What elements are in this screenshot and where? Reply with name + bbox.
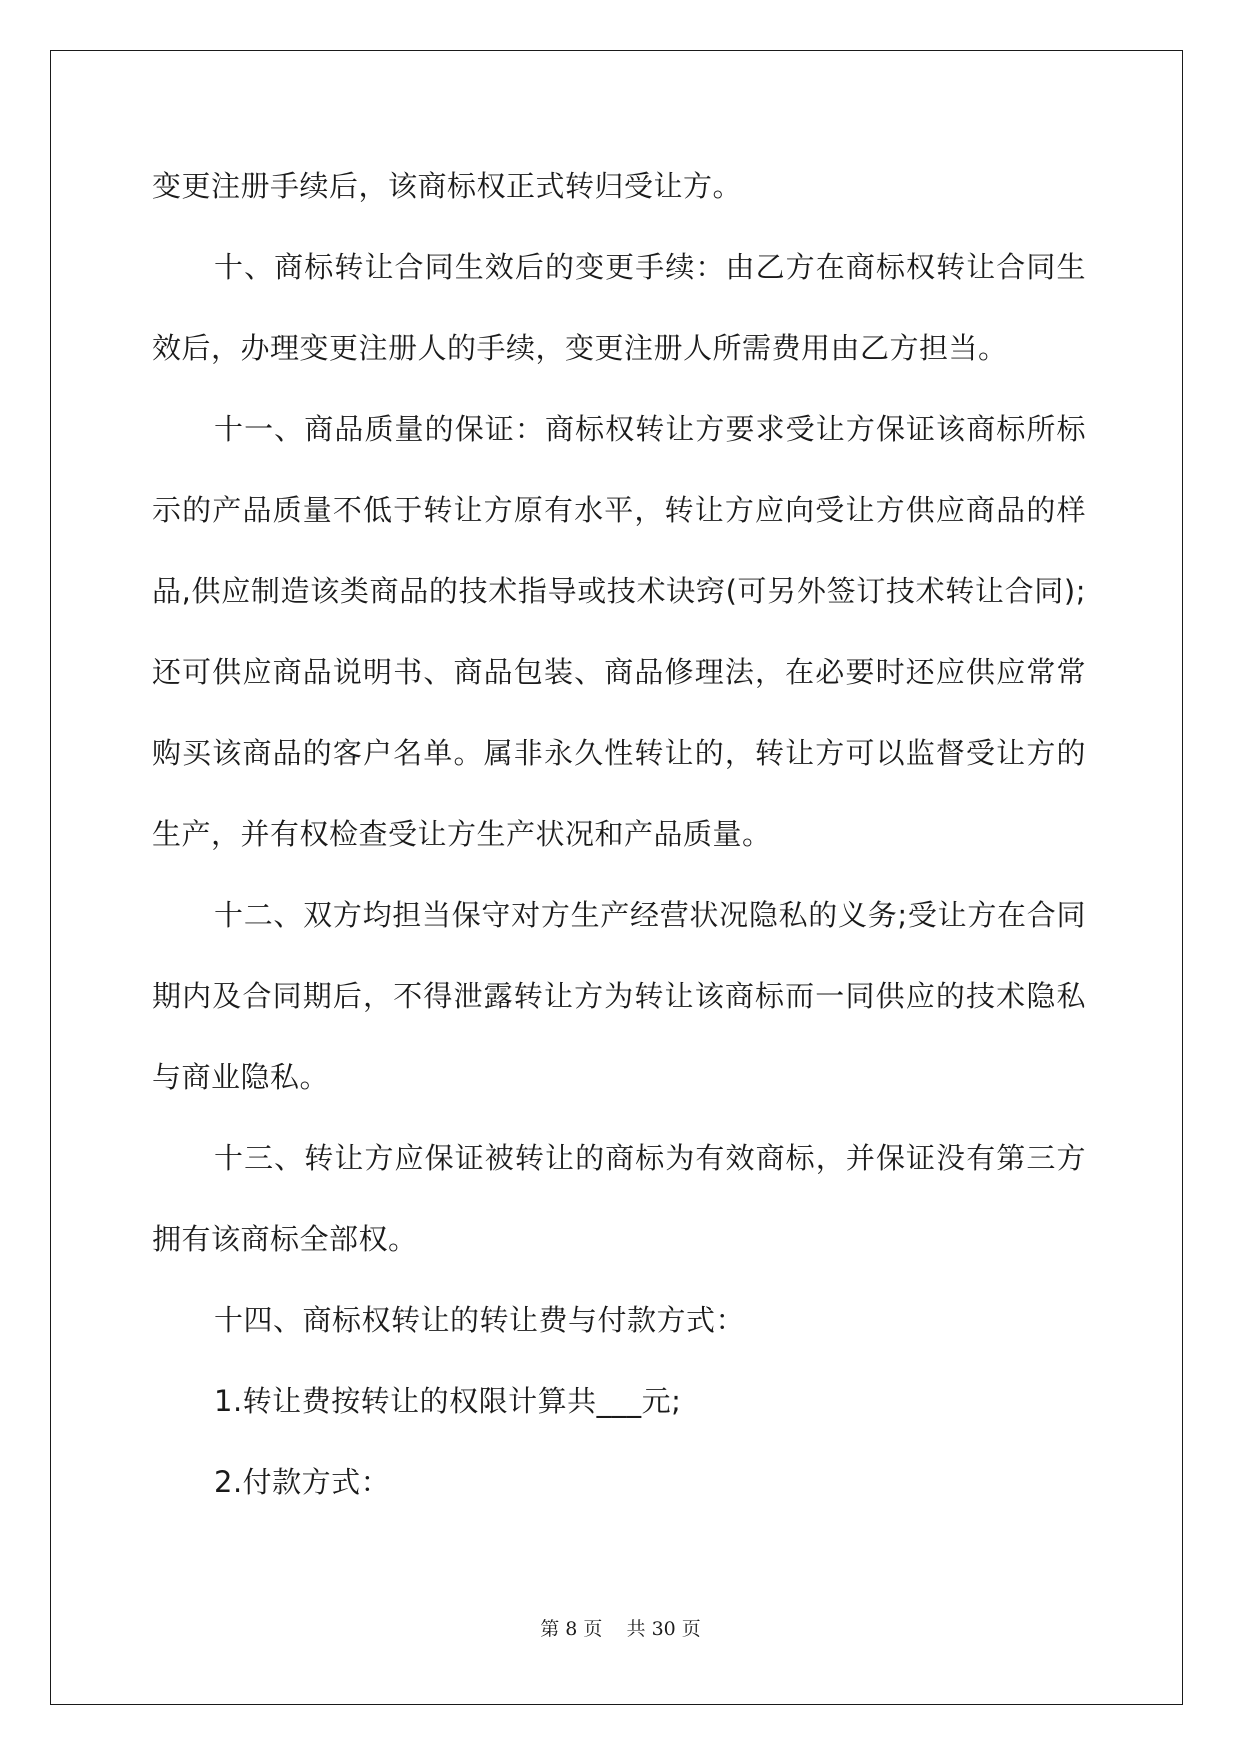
paragraph-7: 1.转让费按转让的权限计算共___元; — [214, 1384, 682, 1418]
paragraph-5: 十三、转让方应保证被转让的商标为有效商标，并保证没有第三方拥有该商标全部权。 — [152, 1141, 1086, 1256]
paragraph-2: 十、商标转让合同生效后的变更手续：由乙方在商标权转让合同生效后，办理变更注册人的手续，变更注册人所需费用由乙方担当。 — [152, 250, 1086, 365]
paragraph-8: 2.付款方式： — [214, 1465, 391, 1499]
paragraph-1: 变更注册手续后，该商标权正式转归受让方。 — [152, 169, 743, 203]
paragraph-3: 十一、商品质量的保证：商标权转让方要求受让方保证该商标所标示的产品质量不低于转让方原有水平，转让方应向受让方供应商品的样品,供应制造该类商品的技术指导或技术诀窍(可另外签订技术转让合同);还可供应商品说明书、商品包装、商品修理法，在必要时还应供应常常购买该商品的客户名单。属非永久性转让的，转让方可以监督受让方的生产，并有权检查受让方生产状况和产品质量。 — [152, 412, 1086, 851]
paragraph-4: 十二、双方均担当保守对方生产经营状况隐私的义务;受让方在合同期内及合同期后，不得泄露转让方为转让该商标而一同供应的技术隐私与商业隐私。 — [152, 898, 1086, 1094]
paragraph-6: 十四、商标权转让的转让费与付款方式： — [214, 1303, 746, 1337]
page-number-footer: 第 8 页 共 30 页 — [540, 1618, 701, 1640]
document-body — [152, 160, 1086, 1523]
